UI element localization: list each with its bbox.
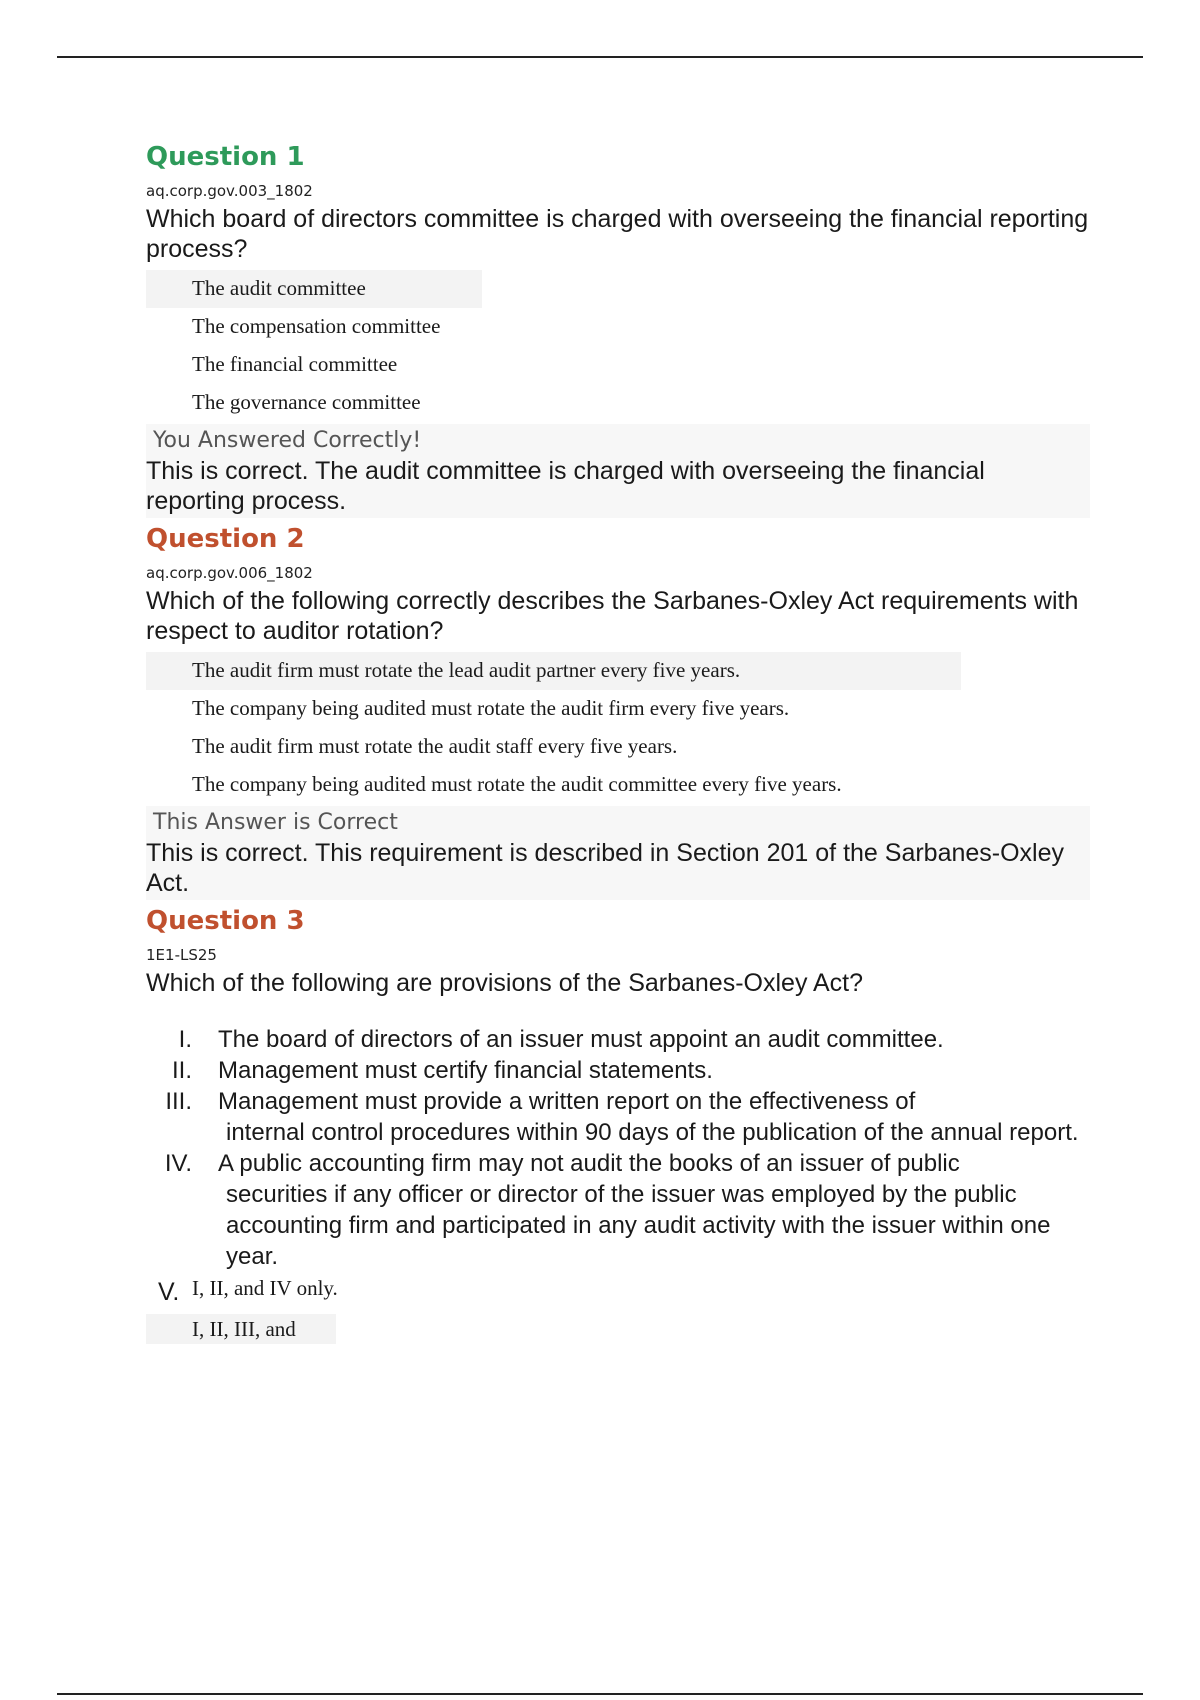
statement-number: I. xyxy=(178,1026,192,1053)
statement-text: The board of directors of an issuer must appoint an audit committee. xyxy=(218,1026,944,1053)
answer-option[interactable]: The audit firm must rotate the lead audit partner every five years. xyxy=(146,652,961,690)
question-1-feedback xyxy=(146,424,1090,518)
statement-text-continued: securities if any officer or director of the issuer was employed by the public accounting firm and participated in any audit activity with the issuer within one year. xyxy=(226,1181,1051,1270)
bottom-rule xyxy=(57,1693,1143,1695)
feedback-title: You Answered Correctly! xyxy=(153,428,422,453)
answer-option[interactable]: I, II, and IV only. xyxy=(192,1276,338,1300)
answer-option[interactable]: The compensation committee xyxy=(192,314,441,338)
question-3-text: Which of the following are provisions of the Sarbanes-Oxley Act? xyxy=(146,969,864,997)
question-3 xyxy=(146,904,1090,1344)
question-2-feedback xyxy=(146,806,1090,900)
statement-text-continued: internal control procedures within 90 days of the publication of the annual report. xyxy=(226,1119,1079,1146)
answer-option[interactable]: I, II, III, and xyxy=(146,1314,336,1344)
question-1 xyxy=(146,140,1090,518)
statement-item xyxy=(146,1055,1090,1086)
answer-row xyxy=(146,1274,1090,1306)
statement-number: V. xyxy=(158,1278,180,1306)
statement-text: Management must provide a written report on the effectiveness of xyxy=(218,1088,916,1115)
statement-text: Management must certify financial statements. xyxy=(218,1057,713,1084)
question-1-options xyxy=(146,270,1090,422)
statement-item xyxy=(146,1024,1090,1055)
question-3-code: 1E1-LS25 xyxy=(146,946,217,964)
question-2-heading: Question 2 xyxy=(146,524,305,554)
statement-item xyxy=(146,1148,1090,1272)
question-2-text: Which of the following correctly describes the Sarbanes-Oxley Act requirements with respect to auditor rotation? xyxy=(146,587,1079,645)
answer-option[interactable]: The company being audited must rotate the audit firm every five years. xyxy=(192,696,790,720)
question-1-code: aq.corp.gov.003_1802 xyxy=(146,182,313,200)
answer-option[interactable]: The audit committee xyxy=(146,270,482,308)
answer-option[interactable]: The audit firm must rotate the audit staff every five years. xyxy=(192,734,678,758)
feedback-text: This is correct. The audit committee is charged with overseeing the financial reporting process. xyxy=(146,457,985,515)
statement-number: II. xyxy=(171,1057,192,1084)
question-2-options xyxy=(146,652,1090,804)
top-rule xyxy=(57,56,1143,58)
quiz-content xyxy=(146,140,1090,1344)
statement-list xyxy=(146,1024,1090,1272)
feedback-text: This is correct. This requirement is described in Section 201 of the Sarbanes-Oxley Act. xyxy=(146,839,1065,897)
question-1-heading: Question 1 xyxy=(146,142,305,172)
answer-option[interactable]: The financial committee xyxy=(192,352,398,376)
answer-option[interactable]: The company being audited must rotate the audit committee every five years. xyxy=(192,772,842,796)
statement-number: IV. xyxy=(164,1150,192,1177)
answer-option[interactable]: The governance committee xyxy=(192,390,421,414)
question-2 xyxy=(146,522,1090,900)
question-2-code: aq.corp.gov.006_1802 xyxy=(146,564,313,582)
feedback-title: This Answer is Correct xyxy=(153,810,398,835)
statement-text: A public accounting firm may not audit the books of an issuer of public xyxy=(218,1150,960,1177)
question-3-heading: Question 3 xyxy=(146,906,305,936)
question-1-text: Which board of directors committee is charged with overseeing the financial reporting process? xyxy=(146,205,1089,263)
statement-item xyxy=(146,1086,1090,1148)
statement-number: III. xyxy=(165,1088,192,1115)
